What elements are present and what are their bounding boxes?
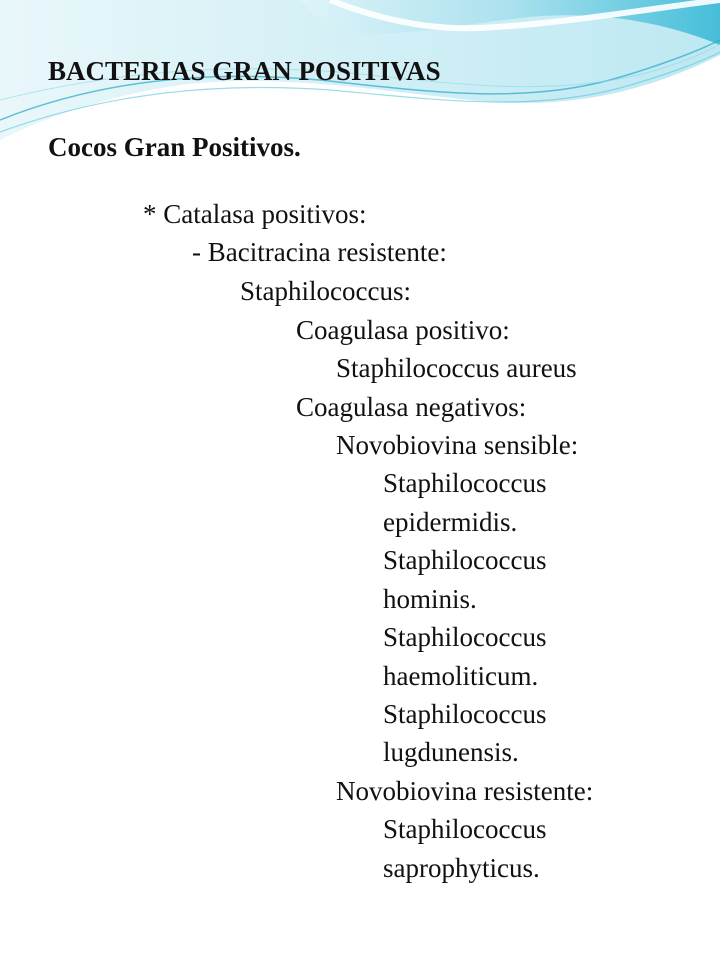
outline-line-17: Staphilococcus [383, 814, 547, 844]
outline-line-3: Staphilococcus: [240, 276, 411, 306]
outline-line-5: Staphilococcus aureus [336, 353, 577, 383]
outline-line-11: hominis. [383, 584, 477, 614]
slide-subtitle: Cocos Gran Positivos. [48, 132, 301, 162]
outline-line-1: * Catalasa positivos: [143, 199, 367, 229]
outline-line-4: Coagulasa positivo: [296, 315, 510, 345]
outline-line-14: Staphilococcus [383, 699, 547, 729]
outline-line-2: - Bacitracina resistente: [192, 237, 447, 267]
outline-line-8: Staphilococcus [383, 468, 547, 498]
outline-line-12: Staphilococcus [383, 622, 547, 652]
outline-line-7: Novobiovina sensible: [336, 430, 579, 460]
outline-line-15: lugdunensis. [383, 737, 519, 767]
outline-line-16: Novobiovina resistente: [336, 776, 594, 806]
outline-line-10: Staphilococcus [383, 545, 547, 575]
slide-title: BACTERIAS GRAN POSITIVAS [48, 56, 441, 86]
outline-line-9: epidermidis. [383, 507, 518, 537]
outline-line-18: saprophyticus. [383, 853, 540, 883]
outline-line-6: Coagulasa negativos: [296, 392, 527, 422]
outline-line-13: haemoliticum. [383, 661, 539, 691]
